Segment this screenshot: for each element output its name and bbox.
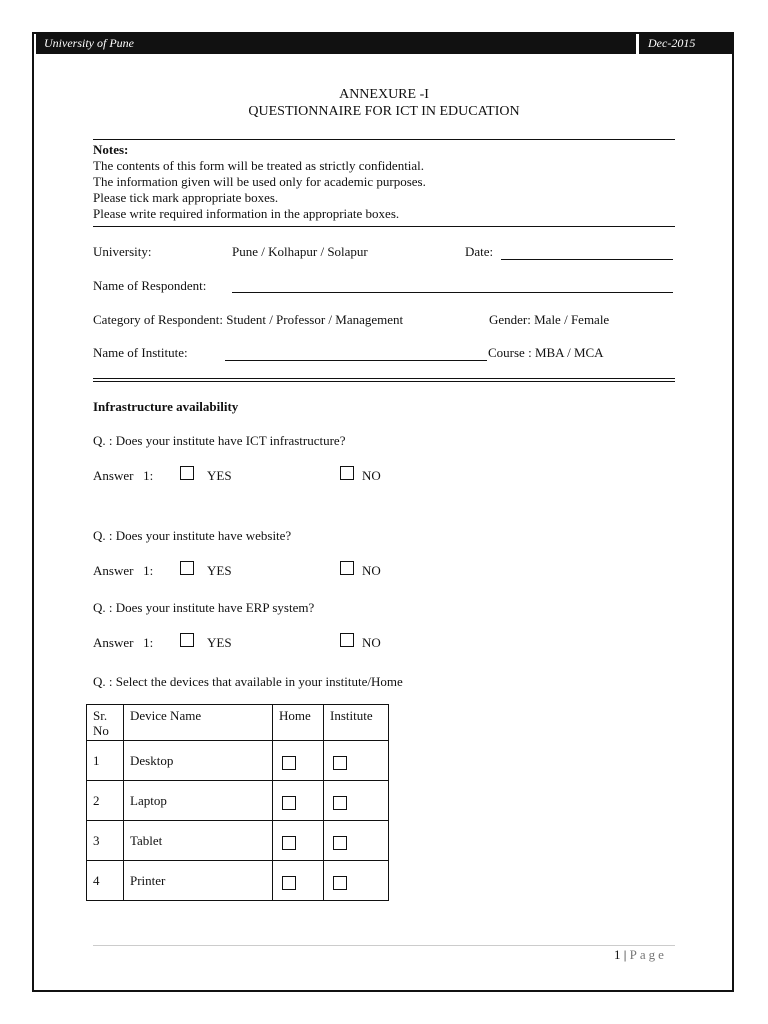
page-separator: | (623, 947, 627, 962)
printer-institute-cell (324, 861, 389, 901)
date-field[interactable] (501, 259, 673, 260)
date-label: Date: (465, 244, 494, 259)
laptop-home-cell (273, 781, 324, 821)
tablet-institute-checkbox[interactable] (333, 836, 347, 850)
desktop-home-cell (273, 741, 324, 781)
question-erp: Q. : Does your institute have ERP system? (93, 600, 315, 615)
table-row (87, 781, 389, 821)
table-row (87, 821, 389, 861)
page-number: 1 (614, 947, 621, 962)
notes-line-4: Please write required information in the appropriate boxes. (93, 206, 400, 221)
notes-line-3: Please tick mark appropriate boxes. (93, 190, 279, 205)
header-institute: Institute (324, 705, 389, 741)
ict-no-checkbox[interactable] (340, 466, 354, 480)
printer-home-cell (273, 861, 324, 901)
notes-line-1: The contents of this form will be treated as strictly confidential. (93, 158, 425, 173)
tablet-home-checkbox[interactable] (282, 836, 296, 850)
section-title: Infrastructure availability (93, 399, 239, 414)
row-number: 1 (87, 741, 124, 781)
notes-top-rule (93, 139, 675, 140)
answer-label: Answer 1: (93, 635, 154, 650)
category-text[interactable]: Category of Respondent: Student / Professor / Management (93, 312, 404, 327)
row-number: 4 (87, 861, 124, 901)
table-header-row (87, 705, 389, 741)
gender-text[interactable]: Gender: Male / Female (489, 312, 610, 327)
website-no-label: NO (362, 563, 381, 578)
question-website: Q. : Does your institute have website? (93, 528, 292, 543)
laptop-home-checkbox[interactable] (282, 796, 296, 810)
desktop-institute-checkbox[interactable] (333, 756, 347, 770)
laptop-institute-cell (324, 781, 389, 821)
institute-label: Name of Institute: (93, 345, 188, 360)
page-word: Page (629, 947, 667, 962)
device-name: Desktop (124, 741, 273, 781)
course-text[interactable]: Course : MBA / MCA (488, 345, 604, 360)
website-yes-label: YES (207, 563, 232, 578)
header-sr-no: Sr. No (87, 705, 124, 741)
row-number: 3 (87, 821, 124, 861)
device-name: Tablet (124, 821, 273, 861)
questionnaire-title: QUESTIONNAIRE FOR ICT IN EDUCATION (248, 104, 520, 119)
respondent-label: Name of Respondent: (93, 278, 207, 293)
website-no-checkbox[interactable] (340, 561, 354, 575)
question-devices: Q. : Select the devices that available in your institute/Home (93, 674, 403, 689)
page-footer (614, 947, 667, 963)
notes-bottom-rule (93, 226, 675, 227)
printer-institute-checkbox[interactable] (333, 876, 347, 890)
notes-heading: Notes: (93, 142, 129, 157)
header-home: Home (273, 705, 324, 741)
desktop-institute-cell (324, 741, 389, 781)
erp-yes-checkbox[interactable] (180, 633, 194, 647)
website-yes-checkbox[interactable] (180, 561, 194, 575)
university-label: University: (93, 244, 152, 259)
table-row (87, 741, 389, 781)
answer-label: Answer 1: (93, 563, 154, 578)
header-university: University of Pune (44, 36, 134, 50)
erp-no-label: NO (362, 635, 381, 650)
ict-yes-checkbox[interactable] (180, 466, 194, 480)
printer-home-checkbox[interactable] (282, 876, 296, 890)
page-header (36, 34, 732, 54)
device-name: Laptop (124, 781, 273, 821)
laptop-institute-checkbox[interactable] (333, 796, 347, 810)
notes-block (93, 142, 426, 222)
row-number: 2 (87, 781, 124, 821)
header-date: Dec-2015 (648, 36, 696, 50)
erp-no-checkbox[interactable] (340, 633, 354, 647)
annexure-title: ANNEXURE -I (339, 87, 429, 102)
section-double-rule-top (93, 378, 675, 379)
question-ict: Q. : Does your institute have ICT infrastructure? (93, 433, 346, 448)
institute-field[interactable] (225, 360, 487, 361)
respondent-field[interactable] (232, 292, 673, 293)
erp-yes-label: YES (207, 635, 232, 650)
desktop-home-checkbox[interactable] (282, 756, 296, 770)
device-name: Printer (124, 861, 273, 901)
footer-rule (93, 945, 675, 946)
table-row (87, 861, 389, 901)
notes-line-2: The information given will be used only for academic purposes. (93, 174, 426, 189)
devices-table (86, 704, 389, 901)
ict-no-label: NO (362, 468, 381, 483)
tablet-institute-cell (324, 821, 389, 861)
header-device-name: Device Name (124, 705, 273, 741)
ict-yes-label: YES (207, 468, 232, 483)
university-options[interactable]: Pune / Kolhapur / Solapur (232, 244, 368, 259)
section-double-rule-bottom (93, 381, 675, 382)
answer-label: Answer 1: (93, 468, 154, 483)
header-separator (636, 34, 639, 54)
tablet-home-cell (273, 821, 324, 861)
